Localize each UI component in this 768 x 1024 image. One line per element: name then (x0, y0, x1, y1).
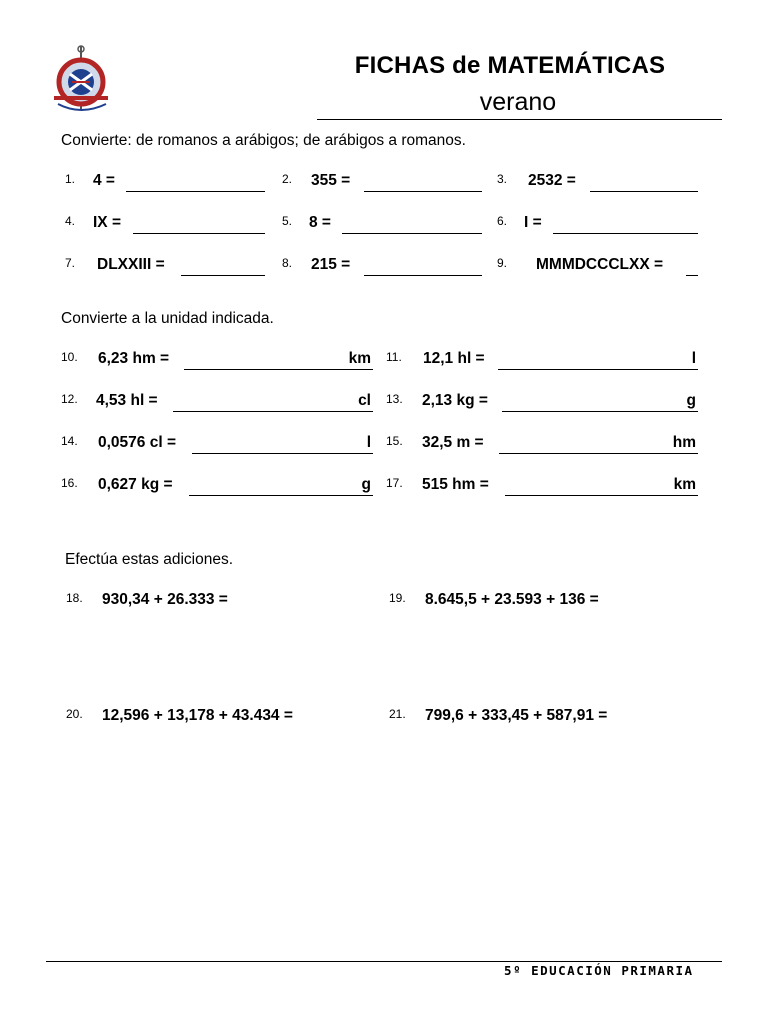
exercise-expression: 0,627 kg = (98, 476, 173, 493)
exercise-expression: MMMDCCCLXX = (536, 256, 664, 273)
exercise-expression: 355 = (311, 172, 351, 189)
exercise-number: 1. (65, 172, 76, 186)
exercise-expression: 4,53 hl = (96, 392, 158, 409)
page-subtitle: verano (479, 88, 557, 116)
exercise-number: 11. (386, 350, 402, 364)
answer-line[interactable] (126, 191, 265, 192)
target-unit: hm (672, 434, 696, 451)
answer-line[interactable] (553, 233, 698, 234)
answer-line[interactable] (181, 275, 265, 276)
exercise-number: 12. (61, 392, 78, 406)
answer-line[interactable] (192, 453, 373, 454)
exercise-number: 20. (66, 707, 83, 721)
exercise-expression: 515 hm = (422, 476, 489, 493)
target-unit: g (361, 476, 371, 493)
exercise-expression: 799,6 + 333,45 + 587,91 = (425, 707, 608, 724)
header-divider (317, 119, 722, 120)
footer-grade-label: 5º EDUCACIÓN PRIMARIA (504, 963, 694, 978)
answer-line[interactable] (505, 495, 698, 496)
exercise-expression: 8 = (309, 214, 331, 231)
section-heading-units: Convierte a la unidad indicada. (61, 310, 274, 327)
answer-line[interactable] (590, 191, 698, 192)
answer-line[interactable] (364, 275, 482, 276)
exercise-expression: IX = (93, 214, 122, 231)
answer-line[interactable] (499, 453, 698, 454)
exercise-expression: 2532 = (528, 172, 576, 189)
page-title: FICHAS de MATEMÁTICAS (354, 52, 666, 79)
answer-line[interactable] (184, 369, 373, 370)
exercise-expression: 6,23 hm = (98, 350, 170, 367)
footer-divider (46, 961, 722, 962)
exercise-expression: 0,0576 cl = (98, 434, 176, 451)
exercise-number: 8. (282, 256, 293, 270)
exercise-expression: DLXXIII = (97, 256, 165, 273)
school-emblem-icon (50, 44, 114, 114)
exercise-number: 5. (282, 214, 293, 228)
answer-line[interactable] (342, 233, 482, 234)
exercise-expression: 4 = (93, 172, 115, 189)
section-heading-roman: Convierte: de romanos a arábigos; de arábigos a romanos. (61, 132, 466, 149)
exercise-number: 4. (65, 214, 76, 228)
target-unit: l (691, 350, 696, 367)
exercise-number: 6. (497, 214, 508, 228)
answer-line[interactable] (502, 411, 698, 412)
exercise-number: 15. (386, 434, 403, 448)
target-unit: cl (358, 392, 371, 409)
exercise-number: 10. (61, 350, 78, 364)
exercise-number: 9. (497, 256, 508, 270)
exercise-number: 16. (61, 476, 78, 490)
target-unit: l (366, 434, 371, 451)
answer-line[interactable] (686, 275, 698, 276)
exercise-expression: 32,5 m = (422, 434, 484, 451)
exercise-number: 18. (66, 591, 83, 605)
exercise-expression: 215 = (311, 256, 351, 273)
exercise-number: 3. (497, 172, 508, 186)
exercise-expression: 930,34 + 26.333 = (102, 591, 228, 608)
answer-line[interactable] (173, 411, 373, 412)
exercise-expression: I = (524, 214, 542, 231)
exercise-expression: 12,596 + 13,178 + 43.434 = (102, 707, 293, 724)
exercise-number: 13. (386, 392, 403, 406)
answer-line[interactable] (133, 233, 265, 234)
exercise-number: 21. (389, 707, 406, 721)
exercise-expression: 8.645,5 + 23.593 + 136 = (425, 591, 599, 608)
answer-line[interactable] (498, 369, 698, 370)
target-unit: km (348, 350, 371, 367)
answer-line[interactable] (189, 495, 373, 496)
section-heading-additions: Efectúa estas adiciones. (65, 551, 234, 568)
exercise-expression: 2,13 kg = (422, 392, 488, 409)
target-unit: g (686, 392, 696, 409)
answer-line[interactable] (364, 191, 482, 192)
exercise-number: 2. (282, 172, 293, 186)
target-unit: km (673, 476, 696, 493)
exercise-number: 14. (61, 434, 78, 448)
exercise-number: 17. (386, 476, 403, 490)
exercise-number: 7. (65, 256, 76, 270)
exercise-number: 19. (389, 591, 406, 605)
exercise-expression: 12,1 hl = (423, 350, 485, 367)
